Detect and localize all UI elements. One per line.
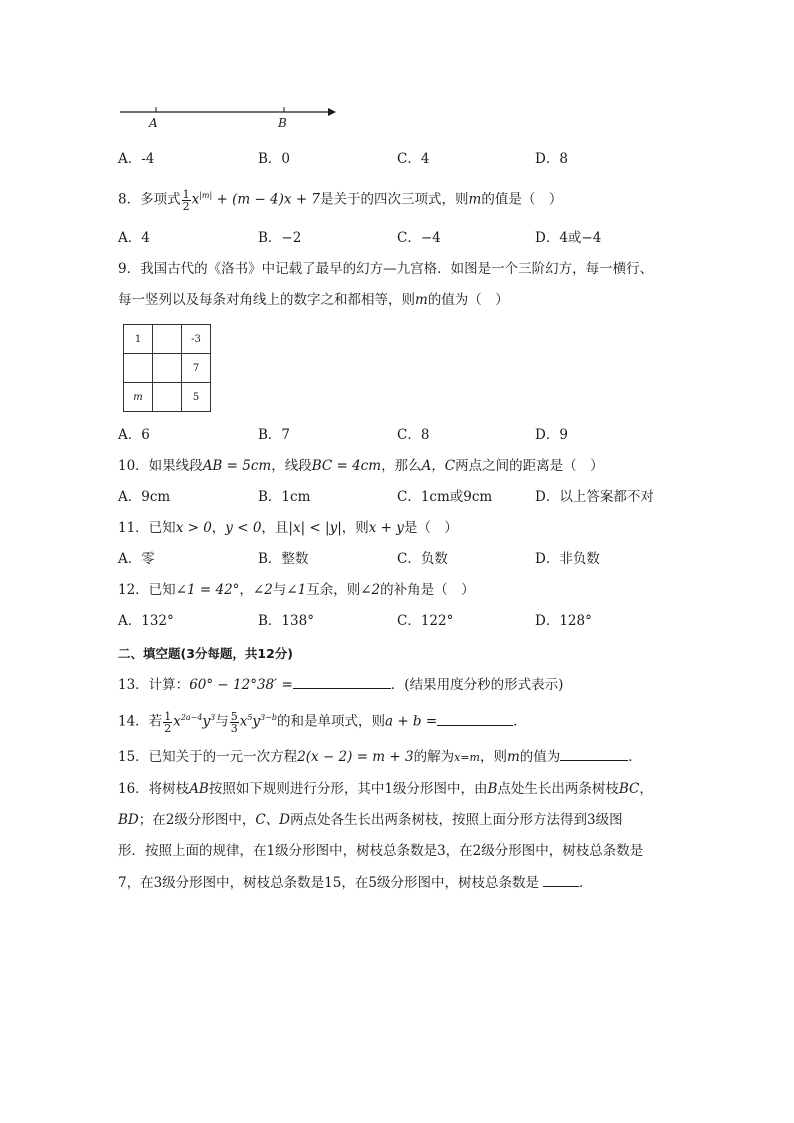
q15-eq: 2(x − 2) = m + 3 <box>297 749 414 765</box>
q8-end: 的值是（ ） <box>481 191 563 208</box>
q11-cond-3: |x| < |y| <box>288 520 342 536</box>
grid-cell-1-3: -3 <box>182 325 211 354</box>
q11-text-d: 是（ ） <box>403 520 458 536</box>
q8-suffix: 是关于的四次三项式，则 <box>320 191 469 208</box>
question-11 <box>118 518 458 538</box>
grid-cell-2-1 <box>124 354 153 383</box>
q9-option-c: C．8 <box>397 427 430 443</box>
q16-l4-text: 7，在3级分形图中，树枝总条数是15，在5级分形图中，树枝总条数是 <box>118 875 539 891</box>
q9-option-d: D．9 <box>535 427 568 443</box>
q13-expr: 60° − 12°38′ = <box>189 677 293 693</box>
q11-expr: x + y <box>368 520 404 536</box>
q8-prefix: 8．多项式 <box>118 191 181 208</box>
q15-sol: x=m <box>454 751 480 764</box>
q12-option-a: A．132° <box>118 613 174 629</box>
q16-cd: C、D <box>255 812 290 828</box>
q16-l1-a: 16．将树枝 <box>118 781 190 797</box>
q10-option-a: A．9cm <box>118 489 171 505</box>
q9-line-1: 9．我国古代的《洛书》中记载了最早的幻方—九宫格．如图是一个三阶幻方，每一横行、 <box>118 261 654 277</box>
grid-row-1 <box>124 325 211 354</box>
q11-option-c: C．负数 <box>397 551 448 567</box>
q7-option-c: C．4 <box>397 151 430 167</box>
q11-cond-1: x > 0 <box>175 520 212 536</box>
q16-line-2 <box>118 810 623 830</box>
q14-f2-den: 3 <box>230 721 238 735</box>
q14-t1b: y <box>202 713 211 730</box>
q7-option-b: B．0 <box>258 151 291 167</box>
q8-middle: + (m − 4)x + 7 <box>212 191 321 208</box>
q10-text-c: ，那么 <box>381 458 422 474</box>
q16-l2-b: 两点处各生长出两条树枝，按照上面分形方法得到3级图 <box>290 812 623 828</box>
q8-frac-num: 1 <box>182 187 190 201</box>
q7-option-d: D．8 <box>535 151 568 167</box>
q11-option-a: A．零 <box>118 551 155 567</box>
q14-fraction-2 <box>230 711 239 734</box>
q12-option-c: C．122° <box>397 613 454 629</box>
question-10 <box>118 456 604 476</box>
q16-bc: BC <box>618 781 640 797</box>
q8-fraction <box>182 189 191 212</box>
q16-l1-c: 点处生长出两条树枝 <box>497 781 619 797</box>
q14-t1: x <box>173 713 181 730</box>
section-2-heading: 二、填空题(3分每题，共12分) <box>118 646 294 661</box>
q15-text: ，则 <box>479 749 507 765</box>
q8-option-a: A．4 <box>118 230 150 246</box>
q10-option-d: D．以上答案都不对 <box>535 489 654 505</box>
q12-text-c: 与 <box>272 582 287 598</box>
grid-cell-1-1: 1 <box>124 325 153 354</box>
q11-option-d: D．非负数 <box>535 551 600 567</box>
q10-option-b: B．1cm <box>258 489 311 505</box>
q11-option-b: B．整数 <box>258 551 309 567</box>
q10-text-b: ，线段 <box>271 458 312 474</box>
q14-t2b: y <box>252 713 261 730</box>
q14-fraction-1 <box>163 711 172 734</box>
q12-text-d: 互余，则 <box>306 582 361 598</box>
q13-answer-blank[interactable] <box>293 674 391 689</box>
grid-cell-3-2 <box>153 383 182 412</box>
question-8 <box>118 186 562 212</box>
q16-l1-b: 按照如下规则进行分形，其中1级分形图中，由 <box>208 781 488 797</box>
q14-text: 的和是单项式，则 <box>276 713 385 730</box>
grid-cell-3-1: m <box>124 383 153 412</box>
q8-option-b: B．−2 <box>258 230 302 246</box>
q10-text-d: 两点之间的距离是（ ） <box>455 458 604 474</box>
q16-ab: AB <box>189 781 209 797</box>
q14-end: ． <box>513 713 527 730</box>
question-14 <box>118 708 527 734</box>
q16-bd: BD <box>118 812 139 828</box>
q9-option-b: B．7 <box>258 427 291 443</box>
q14-f1-den: 2 <box>164 721 172 735</box>
q15-period: ． <box>628 749 642 765</box>
q8-frac-den: 2 <box>182 199 190 213</box>
q14-t2-exp: 5 <box>247 713 253 722</box>
q16-l1-d: ， <box>639 781 653 797</box>
grid-cell-2-3: 7 <box>182 354 211 383</box>
q12-text-a: 12．已知 <box>118 582 176 598</box>
q11-cond-2: y < 0 <box>225 520 262 536</box>
q7-option-a: A．-4 <box>118 151 155 167</box>
q14-t1b-exp: 3 <box>210 713 216 722</box>
grid-row-3 <box>124 383 211 412</box>
q15-answer-blank[interactable] <box>560 746 628 761</box>
point-label-a: A <box>149 116 158 130</box>
q16-line-4 <box>118 872 592 893</box>
q9-line-2a: 每一竖列以及每条对角线上的数字之和都相等，则 <box>118 292 415 308</box>
q12-option-b: B．138° <box>258 613 314 629</box>
q12-option-d: D．128° <box>535 613 592 629</box>
q14-mid: 与 <box>215 713 229 730</box>
grid-cell-1-2 <box>153 325 182 354</box>
q12-c2: ∠2 <box>252 582 273 598</box>
q14-f1-num: 1 <box>164 709 172 723</box>
q11-text-c: ，则 <box>341 520 369 536</box>
q12-text-e: 的补角是（ ） <box>380 582 475 598</box>
q14-f2-num: 5 <box>230 709 238 723</box>
q9-line-2 <box>118 290 509 310</box>
q16-line-3: 形．按照上面的规律，在1级分形图中，树枝总条数是3，在2级分形图中，树枝总条数是 <box>118 843 644 859</box>
question-13 <box>118 674 563 695</box>
grid-cell-3-3: 5 <box>182 383 211 412</box>
q14-t2: x <box>239 713 248 730</box>
q14-t2b-exp: 3−b <box>260 713 277 722</box>
q15-end: 的值为 <box>519 749 561 765</box>
q8-var: m <box>468 191 482 208</box>
q12-c1: ∠1 = 42° <box>175 582 240 598</box>
grid-row-2 <box>124 354 211 383</box>
q8-option-d: D．4或−4 <box>535 230 602 246</box>
q9-var: m <box>415 292 428 308</box>
q14-t1-exp: 2a−4 <box>180 713 203 722</box>
q14-answer-blank[interactable] <box>437 711 513 726</box>
q10-bc: BC = 4cm <box>311 458 382 474</box>
q16-line-1 <box>118 779 653 799</box>
q16-l4-end: ． <box>578 875 593 891</box>
number-line-arrow <box>328 108 336 116</box>
q16-answer-blank[interactable] <box>543 872 579 887</box>
question-15 <box>118 746 642 768</box>
q10-option-c: C．1cm或9cm <box>397 489 493 505</box>
q12-c3: ∠1 <box>286 582 307 598</box>
q13-suffix: ．(结果用度分秒的形式表示) <box>390 677 564 693</box>
q16-l2-a: ；在2级分形图中， <box>138 812 256 828</box>
q10-ac: A，C <box>421 458 456 474</box>
q9-option-a: A．6 <box>118 427 150 443</box>
q16-b-point: B <box>487 781 498 797</box>
q8-term1: x <box>191 191 200 208</box>
point-label-b: B <box>278 116 287 130</box>
q15-prefix: 15．已知关于的一元一次方程 <box>118 749 298 765</box>
q14-prefix: 14．若 <box>118 713 163 730</box>
q11-sep: ， <box>211 520 226 536</box>
q8-term1-exp: |m| <box>199 191 213 200</box>
q8-option-c: C．−4 <box>397 230 441 246</box>
question-12 <box>118 580 475 600</box>
q13-prefix: 13．计算： <box>118 677 190 693</box>
q10-ab: AB = 5cm <box>202 458 272 474</box>
q15-mid: 的解为 <box>413 749 455 765</box>
q12-c4: ∠2 <box>360 582 381 598</box>
q11-text-a: 11．已知 <box>118 520 176 536</box>
q12-text-b: ， <box>239 582 253 598</box>
magic-square-grid <box>123 324 211 412</box>
q11-text-b: ，且 <box>261 520 289 536</box>
q15-var: m <box>506 749 520 765</box>
q10-text-a: 10．如果线段 <box>118 458 203 474</box>
grid-cell-2-2 <box>153 354 182 383</box>
q9-line-2b: 的值为（ ） <box>427 292 509 308</box>
q14-expr: a + b = <box>384 713 438 730</box>
